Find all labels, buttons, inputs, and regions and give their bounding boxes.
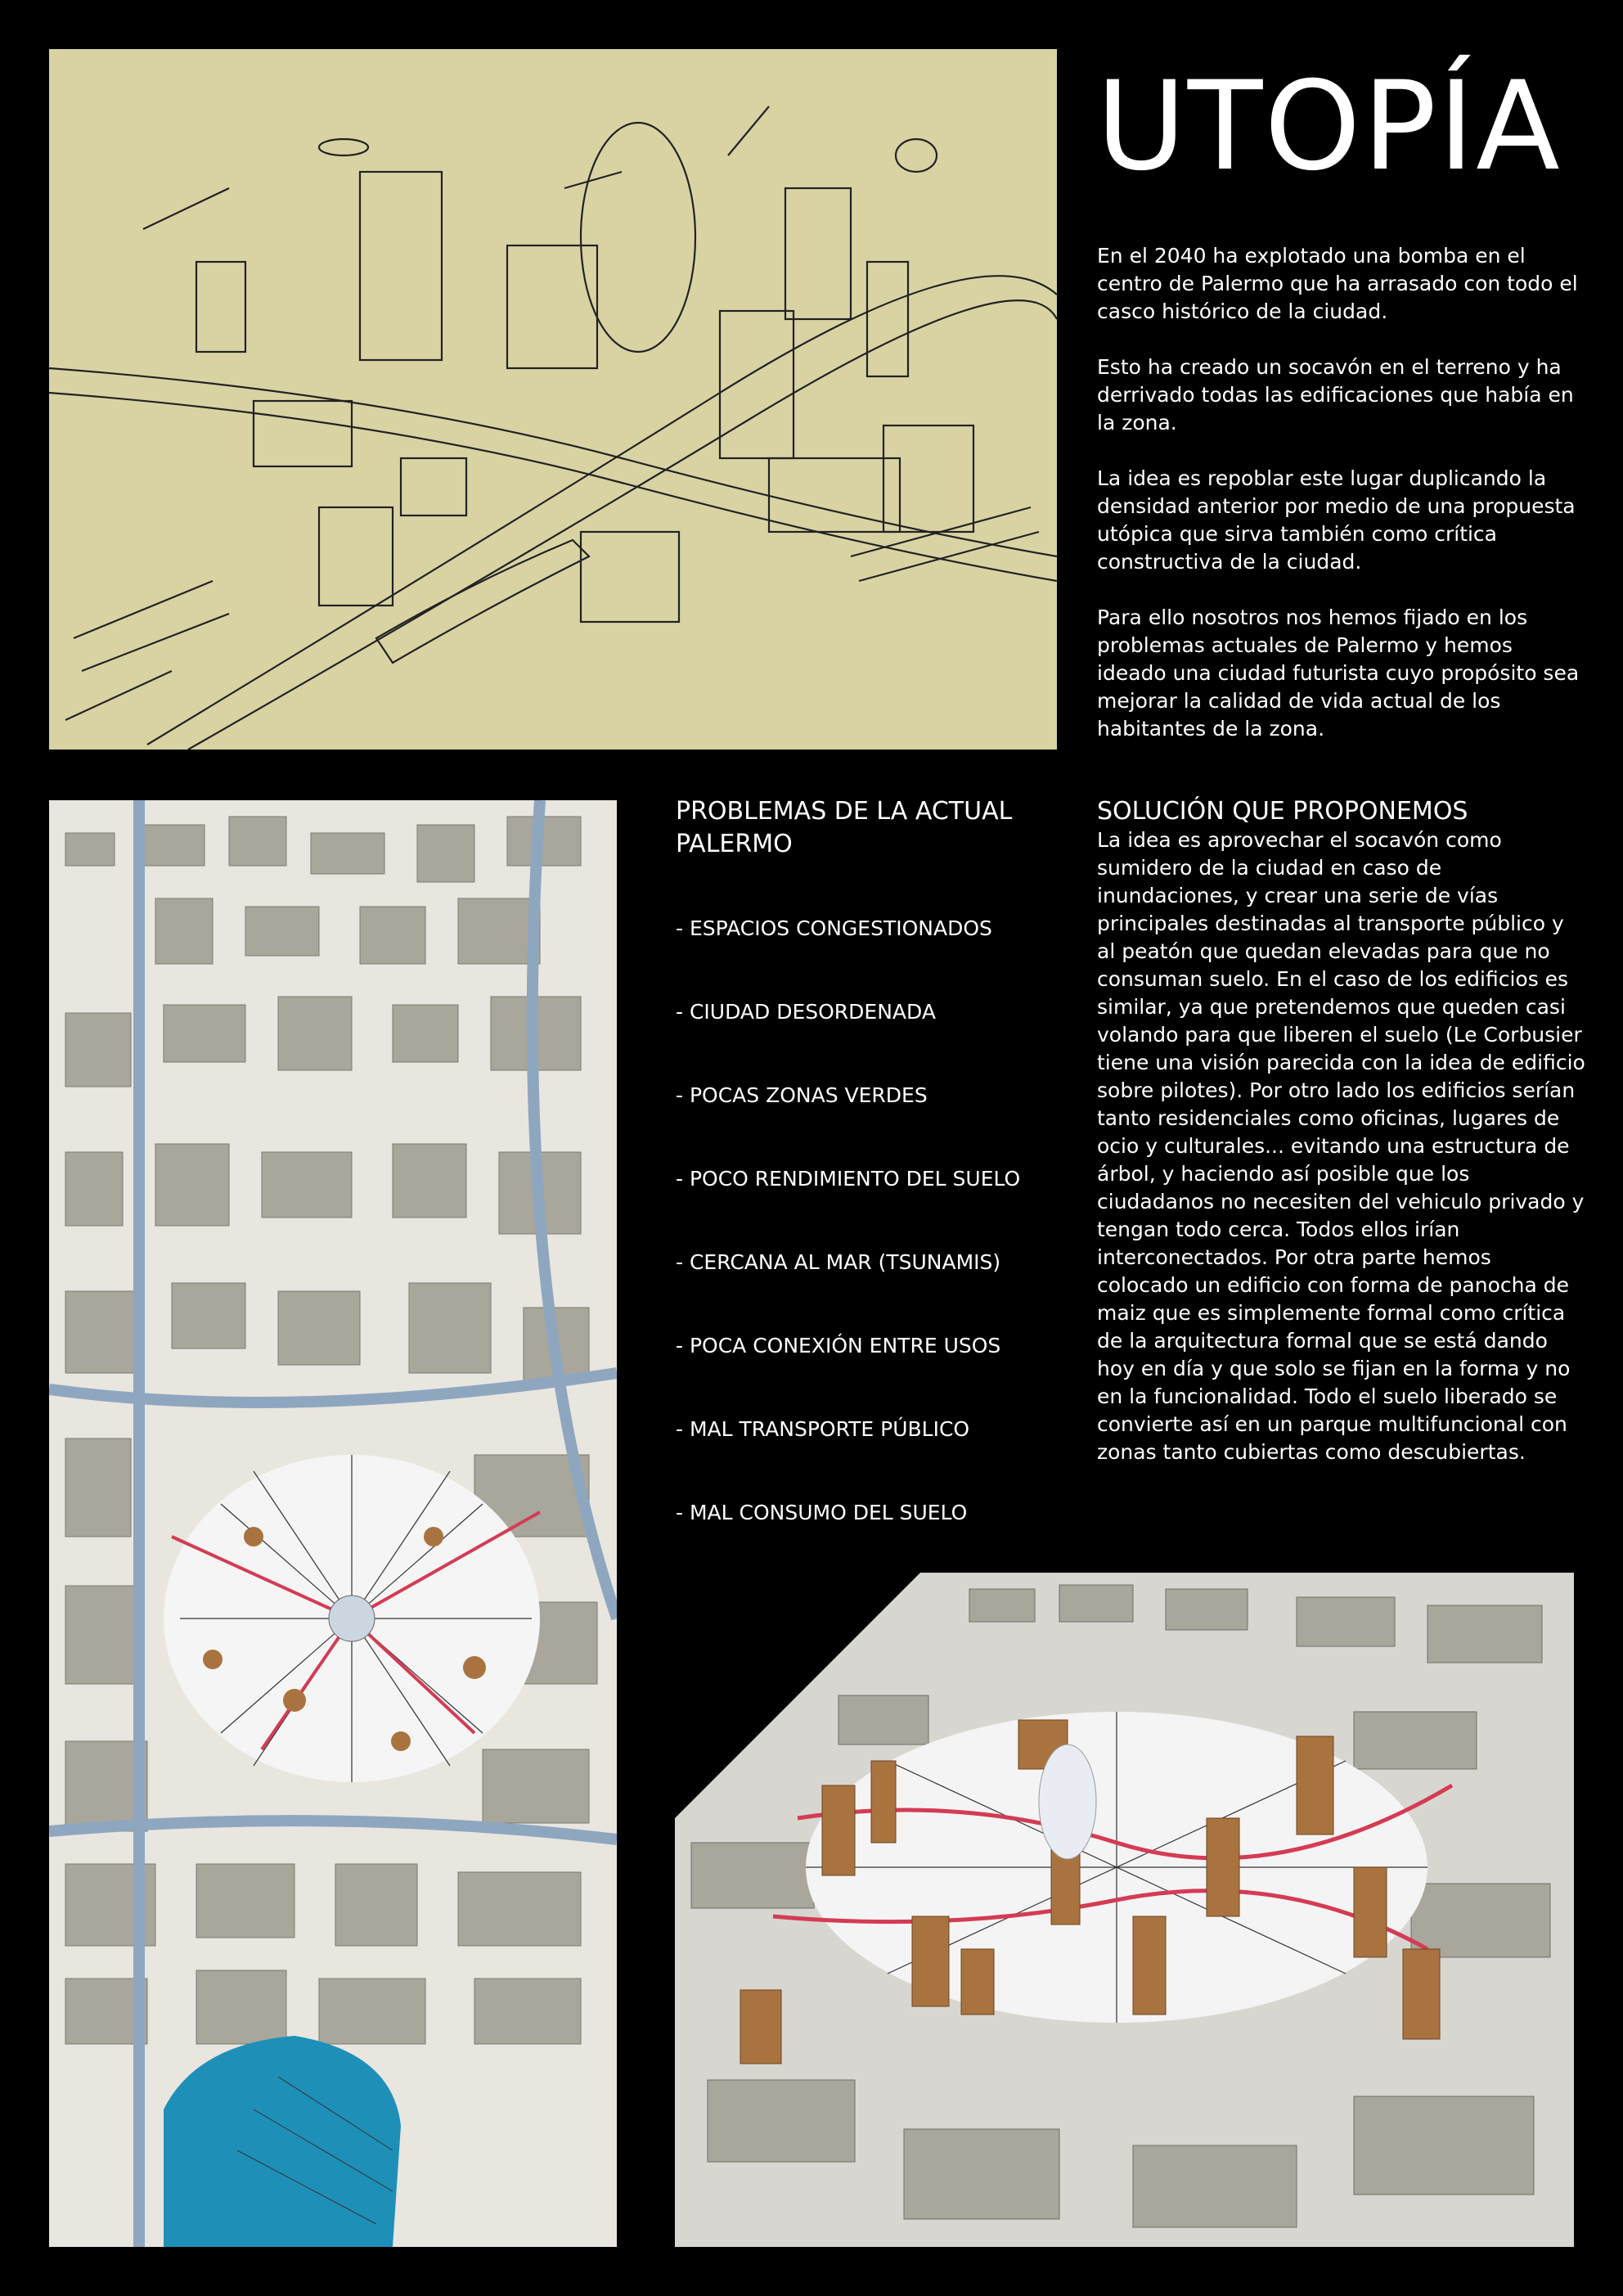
solution-body: La idea es aprovechar el socavón como sumidero de la ciudad en caso de inundaciones, y crear una serie de vías principales destinadas al transporte público y al peatón que quedan elevadas para que no consuman suelo. En el caso de los edificios es similar, ya que pretendemos que queden casi volando para que liberen el suelo (Le Corbusier tiene una visión parecida con la idea de edificio sobre pilotes). Por otro lado los edificios serían tanto residenciales como oficinas, lugares de ocio y culturales... evitando una estructura de árbol, y haciendo así posible que los ciudadanos no necesiten del vehiculo privado y tengan todo cerca. Todos ellos irían interconectados. Por otra parte hemos colocado un edificio con forma de panocha de maiz que es simplemente formal como crítica de la arquitectura formal que se está dando hoy en día y que solo se fijan en la forma y no en la funcionalidad. Todo el suelo liberado se convierte así en un parque multifuncional con zonas tanto cubiertas como descubiertas.	[1097, 828, 1585, 1464]
list-item: - POCAS ZONAS VERDES	[676, 1083, 928, 1107]
list-item: - CERCANA AL MAR (TSUNAMIS)	[676, 1250, 1001, 1274]
intro-paragraph: La idea es repoblar este lugar duplicando la densidad anterior por medio de una propuesta utópica que sirva también como crítica constructiva de la ciudad.	[1097, 466, 1576, 574]
solution-title: SOLUCIÓN QUE PROPONEMOS	[1097, 797, 1468, 826]
problems-title: PROBLEMAS DE LA ACTUAL PALERMO	[676, 797, 1013, 858]
list-item: - MAL TRANSPORTE PÚBLICO	[676, 1417, 970, 1441]
problems-list	[676, 915, 1077, 1582]
city-model-plan-image	[49, 800, 617, 2247]
intro-text	[1097, 242, 1588, 771]
page-title: UTOPÍA	[1096, 56, 1562, 198]
intro-paragraph: Esto ha creado un socavón en el terreno y ha derrivado todas las edificaciones que había en la zona.	[1097, 355, 1574, 434]
list-item: - CIUDAD DESORDENADA	[676, 1000, 936, 1024]
list-item: - POCO RENDIMIENTO DEL SUELO	[676, 1167, 1021, 1191]
list-item: - POCA CONEXIÓN ENTRE USOS	[676, 1334, 1001, 1357]
list-item: - MAL CONSUMO DEL SUELO	[676, 1501, 968, 1524]
list-item: - ESPACIOS CONGESTIONADOS	[676, 916, 992, 940]
sketch-image	[49, 49, 1057, 750]
intro-paragraph: En el 2040 ha explotado una bomba en el centro de Palermo que ha arrasado con todo el casco histórico de la ciudad.	[1097, 244, 1578, 323]
intro-paragraph: Para ello nosotros nos hemos fijado en los problemas actuales de Palermo y hemos ideado una ciudad futurista cuyo propósito sea mejorar la calidad de vida actual de los habitantes de la zona.	[1097, 606, 1580, 741]
city-model-perspective-image	[675, 1573, 1574, 2247]
